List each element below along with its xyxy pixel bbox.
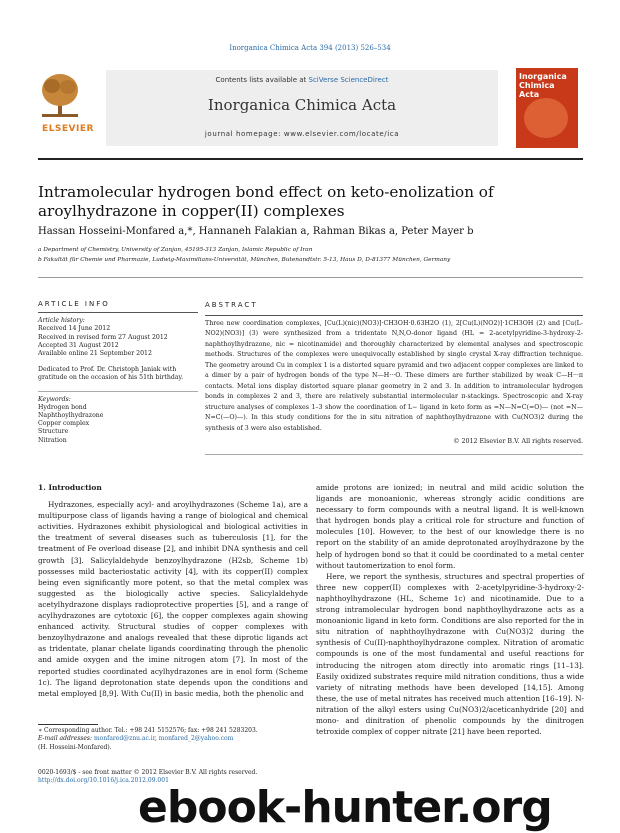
copyright-line: © 2012 Elsevier B.V. All rights reserved. (453, 438, 583, 445)
elsevier-logo (38, 66, 98, 144)
keywords-label: Keywords: (38, 395, 71, 403)
footnotes (38, 727, 308, 752)
keyword: Copper complex (38, 420, 90, 428)
intro-heading: 1. Introduction (38, 483, 102, 492)
elsevier-tree-icon (38, 70, 82, 120)
journal-cover-image (516, 68, 578, 148)
journal-name: Inorganica Chimica Acta (207, 96, 397, 114)
header-divider (38, 277, 583, 278)
dedication: Dedicated to Prof. Dr. Christoph Janiak with gratitude on the occasion of his 51th birthday. (38, 366, 184, 382)
abstract-bottom-rule (205, 454, 583, 455)
cover-title: Inorganica Chimica Acta (519, 72, 567, 99)
affiliations (38, 245, 583, 265)
intro-left-column (38, 482, 308, 699)
email-link[interactable]: monfared@znu.ac.ir (93, 735, 155, 743)
history-item: Available online 21 September 2012 (38, 350, 152, 358)
contents-prefix: Contents lists available at (215, 76, 309, 84)
email-label: E-mail addresses: (38, 735, 94, 743)
cover-art (524, 98, 568, 138)
journal-banner (106, 70, 498, 146)
history-label: Article history: (38, 317, 85, 325)
abstract-rule (205, 315, 583, 316)
journal-masthead (38, 66, 583, 152)
issn-line: 0020-1693/$ - see front matter © 2012 Elsevier B.V. All rights reserved. (38, 769, 258, 776)
email-owner: (H. Hosseini-Monfared). (38, 743, 112, 751)
article-info-heading: ARTICLE INFO (38, 300, 110, 308)
sciencedirect-link[interactable]: SciVerse ScienceDirect (308, 76, 389, 84)
intro-paragraph: Here, we report the synthesis, structures and spectral properties of three new copper(II) complexes with 2-acetylpyridine-3-hydroxy-2-naphthoylhydrazone (HL, Scheme 1c) and nicotinamide. Due to a strong intramolecular hydrogen bond naphthoylhydrazone acts as a monoanionic ligand in keto form. Conditions are also reported for the in situ nitration of naphthoylhydrazone with Cu(NO3)2 during the synthesis of Cu(II)-naphthoylhydrazone complex. Nitration of aromatic compounds is one of the most fundamental and useful reactions for introducing the nitrogen atom directly into aromatic rings [11–13]. Easily oxidized substrates require mild nitration conditions, thus a wide variety of nitrating methods have been developed [14,15]. Among these, the use of metal nitrates has received much attention [16–19]. N-nitration of the alkyl esters using Cu(NO3)2/aceticanhydride [20] and mono- and dinitration of phenolic compounds by the dinitrogen tetroxide complex of copper nitrate [21] have been reported. (316, 571, 584, 737)
article-info-panel (38, 300, 198, 445)
intro-paragraph: amide protons are ionized; in neutral and mild acidic solution the ligands are monoanionic, whereas strongly acidic conditions are necessary to form compounds with a neutral ligand. It is well-known that hydrogen bonds play a critical role for structure and function of molecules [10]. However, to the best of our knowledge there is no report on the stability of an amide deprotonated aroylhydrazone by the help of hydrogen bond so that it could be coordinated to a metal center without tautomerization to enol form. (316, 483, 584, 570)
keywords-rule (38, 391, 198, 392)
intro-paragraph: Hydrazones, especially acyl- and aroylhydrazones (Scheme 1a), are a multipurpose class of ligands having a range of biological and chemical activities. Hydrazones exhibit physiological and biological activities in the treatment of several diseases such as tuberculosis [1], for the treatment of Fe overload disease [2], and inhibit DNA synthesis and cell growth [3]. Salicylaldehyde benzoylhydrazone (H2sb, Scheme 1b) possesses mild bacteriostatic activity [4], with its copper(II) complex being even significantly more potent, so that the metal complex was suggested as the biologically active species. Salicylaldehyde acetylhydrazone displays radioprotective properties [5], and a range of acylhydrazones are cytotoxic [6], the copper complexes again showing enhanced activity. Structural studies of copper complexes with benzoylhydrazone and analogs revealed that these diprotic ligands act as tridentate, planar chelate ligands coordinating through the phenolic and amide oxygen and the imine nitrogen atom [7]. In most of the reported studies coordinated acylhydrazones are in enol form (Scheme 1c). The ligand deprotonation state depends upon the conditions and metal employed [8,9]. With Cu(II) in basic media, both the phenolic and (38, 500, 308, 698)
journal-homepage[interactable]: journal homepage: www.elsevier.com/locate/ica (204, 130, 400, 138)
keyword: Hydrogen bond (38, 403, 87, 411)
abstract-heading: ABSTRACT (205, 301, 258, 309)
watermark: ebook-hunter.org (138, 782, 552, 833)
keyword: Naphthoylhydrazone (38, 412, 104, 420)
keyword: Nitration (38, 436, 67, 444)
keyword: Structure (38, 428, 69, 436)
intro-right-column (316, 482, 584, 737)
email-link[interactable]: monfared_2@yahoo.com (158, 735, 234, 743)
masthead-divider (38, 158, 583, 160)
article-info-rule (38, 312, 198, 313)
history-item: Received in revised form 27 August 2012 (38, 333, 168, 341)
abstract-text: Three new coordination complexes, [Cu(L)(nic)(NO3)]·CH3OH·0.63H2O (1), 2[Cu(L)(NO2)]·1CH3OH (2) and [Cu(L-NO2)(NO3)] (3) were synthesized from a tridentate N,N,O-donor ligand (HL = 2-acetylpyridine-3-hydroxy-2-naphthoylhydrazone, nic = nicotinamide) and thoroughly characterized by elemental analyses and spectroscopic methods. Structures of the complexes were unequivocally established by single crystal X-ray diffraction technique. The geometry around Cu in complex 1 is a distorted square pyramid and two adjacent copper complexes are linked to a dimer by a pair of hydrogen bonds of the type N—H···O. These dimers are further stabilized by weak C—H···π contacts. Metal ions display distorted square planar geometry in 2 and 3. In addition to intramolecular hydrogen bonds in complexes 2 and 3, there are relatively substantial intermolecular π-stackings. Spectroscopic and X-ray structure analyses of complexes 1–3 show the coordination of L− ligand in keto form as =N—N=C(=O)— (not =N—N=C(—O)—). In this study conditions for the in situ nitration of naphthoylhydrazone with Cu(NO3)2 during the synthesis of 3 were also established. (205, 319, 583, 432)
history-item: Received 14 June 2012 (38, 325, 111, 333)
elsevier-wordmark: ELSEVIER (42, 124, 94, 134)
email-line: E-mail addresses: monfared@znu.ac.ir, monfared_2@yahoo.com (38, 735, 234, 743)
affiliation-b: b Fakultät für Chemie und Pharmazie, Ludwig-Maximilians-Universität, München, Butenandtstr. 5-13, Haus D, D-81377 München, Germany (38, 257, 451, 263)
article-title: Intramolecular hydrogen bond effect on keto-enolization of aroylhydrazone in copper(II) complexes (38, 183, 494, 220)
author-list: Hassan Hosseini-Monfared a,*, Hannaneh Falakian a, Rahman Bikas a, Peter Mayer b (38, 226, 474, 237)
history-item: Accepted 31 August 2012 (38, 341, 119, 349)
abstract-panel (205, 300, 583, 455)
footnote-rule (38, 724, 98, 725)
affiliation-a: a Department of Chemistry, University of Zanjan, 45195-313 Zanjan, Islamic Republic of Iran (38, 247, 313, 253)
doi-link[interactable]: http://dx.doi.org/10.1016/j.ica.2012.09.001 (38, 777, 169, 785)
corresponding-author-note: ∗ Corresponding author. Tel.: +98 241 5152576; fax: +98 241 5283203. (38, 727, 258, 734)
contents-line (106, 76, 498, 84)
journal-citation[interactable]: Inorganica Chimica Acta 394 (2013) 526–534 (229, 44, 391, 52)
